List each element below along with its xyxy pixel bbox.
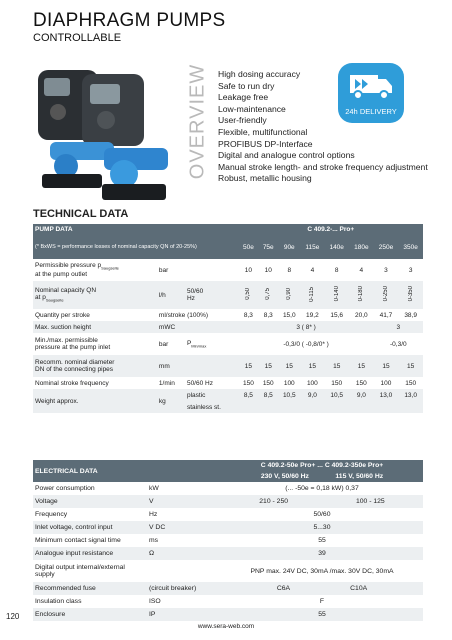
feature-item: Safe to run dry bbox=[218, 80, 275, 91]
technical-data-title: TECHNICAL DATA bbox=[33, 208, 129, 220]
delivery-badge bbox=[338, 63, 404, 123]
page-title: DIAPHRAGM PUMPS bbox=[33, 10, 226, 31]
row-unit: bar bbox=[158, 266, 169, 274]
pump-data-header: PUMP DATA bbox=[35, 226, 73, 233]
overview-label: OVERVIEW bbox=[186, 63, 209, 180]
feature-item: PROFIBUS DP-Interface bbox=[218, 138, 313, 149]
model-col: 180e bbox=[354, 243, 369, 251]
row-label: Permissible pressure $p_{Saugseite}$ at the pump outlet bbox=[35, 262, 119, 278]
page-subtitle: CONTROLLABLE bbox=[33, 32, 122, 44]
model-col: 75e bbox=[262, 243, 274, 251]
delivery-truck-icon bbox=[338, 63, 404, 109]
model-col: 250e bbox=[378, 243, 394, 251]
feature-item: Leakage free bbox=[218, 92, 269, 103]
feature-item: Robust, metallic housing bbox=[218, 173, 312, 184]
feature-item: Digital and analogue control options bbox=[218, 150, 355, 161]
pump-product-image bbox=[20, 64, 190, 214]
model-col: 50e bbox=[242, 243, 254, 251]
row-label: Nominal capacity QN at $p_{Saugseite}$ bbox=[33, 281, 157, 309]
feature-item: High dosing accuracy bbox=[218, 69, 301, 79]
pump-data-table: PUMP DATA C 409.2-... Pro+ (* BxWS = performance losses of nominal capacity QN of 20-25%) 50e 75e 90e 115e 140e 180e 250e 350e Permissible pressure $p_{Saugseite}$ at the pump outlet bar 10 10 8 4 8 4 3 3 Nominal capacity QN at $p_{Saugseite}$ l/h 50/60 Hz 0,50 0,75 0,90 0-115 0-140 0-180 0-250 0-350 Quantity per stroke ml/stroke (100%) 8,3 8,3 15,0 19,2 15,6 20,0 41,7 38,9 Max. suction height mWC 3 ( 8* ) 3 Min./max. permissible pressure at the pump inlet bar $P_{Min/max}$ -0,3/0 ( -0,8/0* ) -0,3/0 Recomm. nominal diameter DN of the connecting pipes mm 15 15 15 15 15 15 15 15 Nominal stroke frequency 1/min 50/60 Hz 150 150 100 100 150 150 100 150 Weight approx. kg plastic 8,5 8,5 10,5 9,0 10,5 9,0 13,0 13,0 stainless st. bbox=[33, 224, 423, 413]
pump-model-range: C 409.2-... Pro+ bbox=[307, 226, 355, 233]
feature-item: Manual stroke length- and stroke frequency adjustment bbox=[218, 161, 428, 172]
pump-note: (* BxWS = performance losses of nominal capacity QN of 20-25%) bbox=[35, 244, 197, 250]
model-col: 350e bbox=[403, 243, 418, 251]
delivery-badge-text: 24h DELIVERY bbox=[345, 107, 397, 116]
page-number: 120 bbox=[6, 612, 20, 621]
electrical-data-table: ELECTRICAL DATA C 409.2-50e Pro+ ... C 409.2-350e Pro+ 230 V, 50/60 Hz 115 V, 50/60 Hz Power consumption kW (... -50e = 0,18 kW) 0,37 Voltage V 210 - 250 100 - 125 Frequency Hz 50/60 Inlet voltage, control input V DC 5...30 Minimum contact signal time ms 55 Analogue input resistance Ω 39 Digital output internal/external supply PNP max. 24V DC, 30mA /max. 30V DC, 30mA Recommended fuse (circuit breaker) C6A C10A Insulation class ISO F Enclosure IP 55 bbox=[33, 460, 423, 621]
model-col: 90e bbox=[283, 243, 295, 251]
feature-item: Flexible, multifunctional bbox=[218, 126, 308, 137]
feature-item: Low-maintenance bbox=[218, 103, 286, 114]
footer-url[interactable]: www.sera-web.com bbox=[197, 623, 255, 630]
model-col: 115e bbox=[305, 243, 320, 251]
model-col: 140e bbox=[329, 243, 344, 251]
feature-item: User-friendly bbox=[218, 115, 267, 126]
